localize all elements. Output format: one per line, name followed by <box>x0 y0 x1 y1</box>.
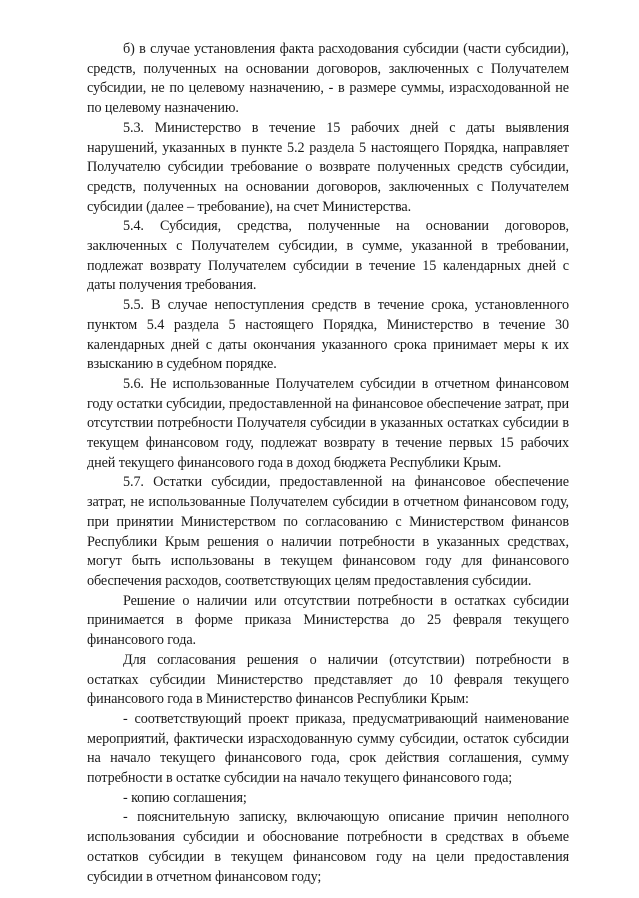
paragraph-5-6: 5.6. Не использованные Получателем субсидии в отчетном финансовом году остатки субсидии, предоставленной на финансовое обеспечение затрат, при отсутствии потребности Получателя субсидии в указанных остатках субсидии в текущем финансовом году, подлежат возврату в течение первых 15 рабочих дней текущего финансового года в доход бюджета Республики Крым. <box>87 375 569 471</box>
list-item-draft-order: - соответствующий проект приказа, предусматривающий наименование мероприятий, фактически израсходованную сумму субсидии, остаток субсидии на начало текущего финансового года, срок действия соглашения, сумму потребности в остатке субсидии на начало текущего финансового года; <box>87 710 569 787</box>
paragraph-5-5: 5.5. В случае непоступления средств в течение срока, установленного пунктом 5.4 раздела 5 настоящего Порядка, Министерство в течение 30 календарных дней с даты окончания указанного срока принимает меры к их взысканию в судебном порядке. <box>87 297 569 373</box>
document-body <box>87 40 569 887</box>
paragraph-5-7: 5.7. Остатки субсидии, предоставленной на финансовое обеспечение затрат, не использованные Получателем субсидии в отчетном финансовом году, при принятии Министерством по согласованию с Министерством финансов Республики Крым решения о наличии потребности в указанных средствах, могут быть использованы в текущем финансовом году для финансового обеспечения расходов, соответствующих целям предоставления субсидии. <box>87 474 569 589</box>
paragraph-decision: Решение о наличии или отсутствии потребности в остатках субсидии принимается в форме приказа Министерства до 25 февраля текущего финансового года. <box>87 592 569 649</box>
list-item-agreement-copy: - копию соглашения; <box>123 789 247 806</box>
paragraph-item-b: б) в случае установления факта расходования субсидии (части субсидии), средств, полученных на основании договоров, заключенных с Получателем субсидии, не по целевому назначению, - в размере суммы, израсходованной не по целевому назначению. <box>87 41 569 117</box>
paragraph-5-3: 5.3. Министерство в течение 15 рабочих дней с даты выявления нарушений, указанных в пункте 5.2 раздела 5 настоящего Порядка, направляет Получателю субсидии требование о возврате полученных средств субсидии, средств, полученных на основании договоров, заключенных с Получателем субсидии (далее – требование), на счет Министерства. <box>87 119 569 215</box>
paragraph-approval: Для согласования решения о наличии (отсутствии) потребности в остатках субсидии Министерство представляет до 10 февраля текущего финансового года в Министерство финансов Республики Крым: <box>87 651 569 708</box>
paragraph-5-4: 5.4. Субсидия, средства, полученные на основании договоров, заключенных с Получателем субсидии, в сумме, указанной в требовании, подлежат возврату Получателем субсидии в течение 15 календарных дней с даты получения требования. <box>87 218 569 294</box>
list-item-explanatory-note: - пояснительную записку, включающую описание причин неполного использования субсидии и обоснование потребности в средствах в объеме остатков субсидии в текущем финансовом году на цели предоставления субсидии в отчетном финансовом году; <box>87 809 569 885</box>
